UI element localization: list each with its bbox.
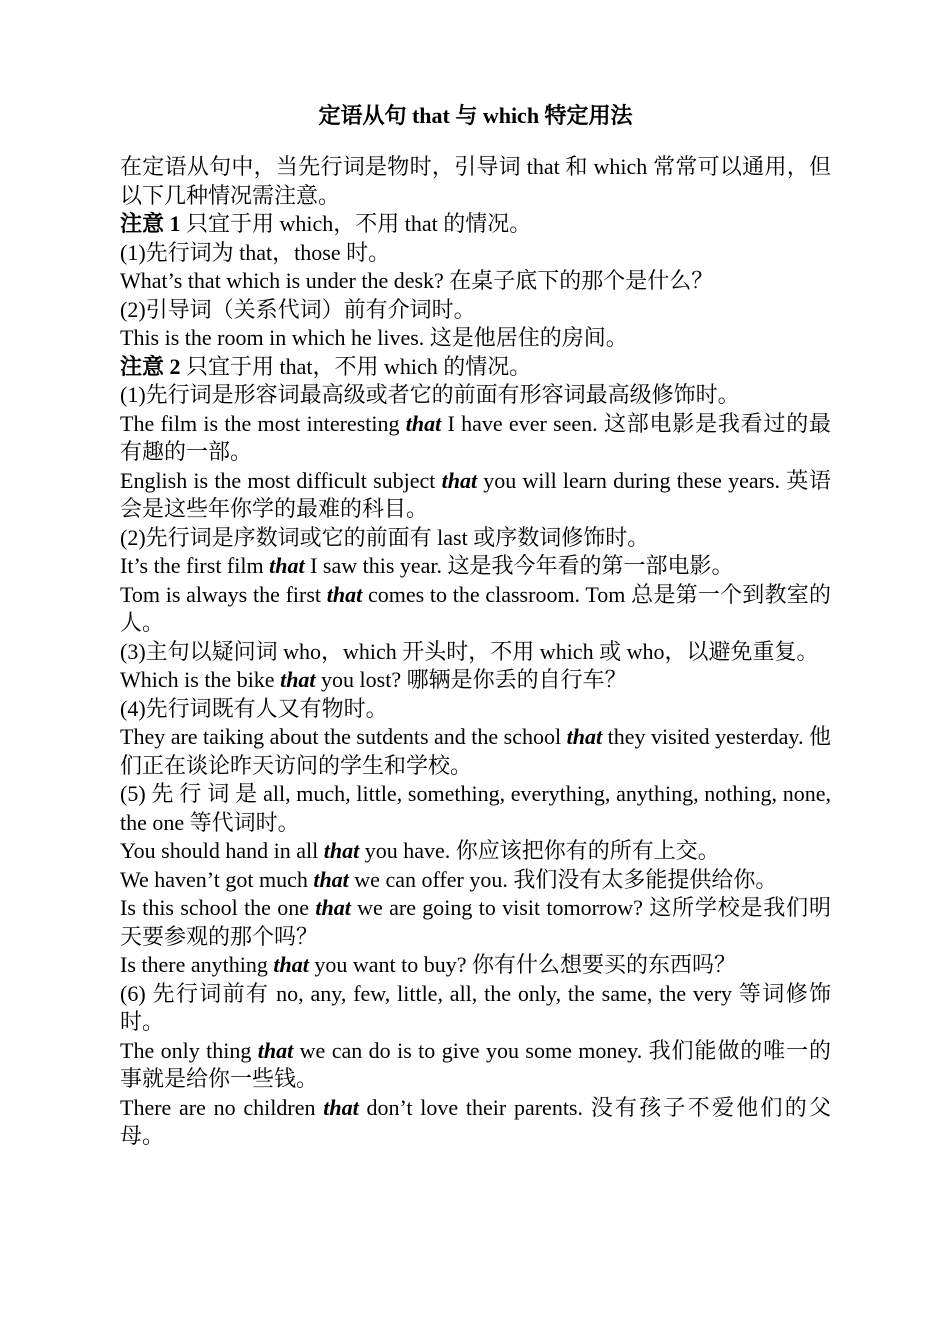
rule-heading: (1)先行词为 that，those 时。 xyxy=(120,239,391,265)
note-2-heading xyxy=(120,353,831,382)
example-sentence xyxy=(120,410,831,467)
example-sentence xyxy=(120,866,831,895)
example-text: comes to the classroom. Tom 总是第一个到教室的人。 xyxy=(120,581,831,635)
example-sentence xyxy=(120,951,831,980)
example-text: What’s that which is under the desk? 在桌子底下的那个是什么？ xyxy=(120,268,714,293)
example-text: The film is the most interesting xyxy=(120,410,406,436)
intro-paragraph: 在定语从句中，当先行词是物时，引导词 that 和 which 常常可以通用，但以下几种情况需注意。 xyxy=(120,154,831,208)
note-1-label: 注意 1 xyxy=(120,211,181,236)
rule-heading: (4)先行词既有人又有物时。 xyxy=(120,695,388,721)
example-text: Is there anything xyxy=(120,952,274,977)
relative-pronoun: that xyxy=(405,410,442,436)
example-text: you lost? 哪辆是你丢的自行车？ xyxy=(315,667,627,692)
relative-pronoun: that xyxy=(566,724,603,749)
note-1-text: 只宜于用 which，不用 that 的情况。 xyxy=(180,211,532,236)
example-text: You should hand in all xyxy=(120,838,324,863)
example-text: Tom is always the first xyxy=(120,581,327,607)
note-1-section xyxy=(120,210,831,353)
relative-pronoun: that xyxy=(323,1094,359,1120)
relative-pronoun: that xyxy=(257,1037,294,1063)
example-sentence xyxy=(120,666,831,695)
example-sentence xyxy=(120,894,831,951)
relative-pronoun: that xyxy=(326,581,363,607)
note-1-heading xyxy=(120,210,831,239)
rule-heading: (5) 先 行 词 是 all, much, little, something, everything, anything, nothing, none, the one 等代词时。 xyxy=(120,781,831,835)
example-text: don’t love their parents. 没有孩子不爱他们的父母。 xyxy=(120,1094,832,1148)
rule-heading: (2)引导词（关系代词）前有介词时。 xyxy=(120,296,476,322)
example-text: I have ever seen. 这部电影是我看过的最有趣的一部。 xyxy=(120,410,831,464)
example-sentence xyxy=(120,1094,831,1151)
example-sentence xyxy=(120,267,831,296)
note-2-label: 注意 2 xyxy=(120,353,181,379)
example-text: you have. 你应该把你有的所有上交。 xyxy=(359,838,720,863)
example-text: you will learn during these years. 英语会是这些年你学的最难的科目。 xyxy=(120,467,831,521)
example-text: The only thing xyxy=(120,1037,258,1063)
example-sentence xyxy=(120,581,831,638)
example-sentence xyxy=(120,837,831,866)
example-text: There are no children xyxy=(120,1094,324,1120)
example-text: We haven’t got much xyxy=(120,866,314,892)
example-text: we are going to visit tomorrow? 这所学校是我们明天要参观的那个吗？ xyxy=(120,895,831,949)
example-text: you want to buy? 你有什么想要买的东西吗？ xyxy=(308,952,736,977)
rule-heading: (3)主句以疑问词 who，which 开头时，不用 which 或 who，以避免重复。 xyxy=(120,638,819,664)
relative-pronoun: that xyxy=(273,952,309,977)
example-sentence xyxy=(120,467,831,524)
example-text: English is the most difficult subject xyxy=(120,467,442,493)
example-sentence xyxy=(120,1037,831,1094)
page-title: 定语从句 that 与 which 特定用法 xyxy=(318,103,633,128)
relative-pronoun: that xyxy=(441,467,478,493)
rule-heading: (1)先行词是形容词最高级或者它的前面有形容词最高级修饰时。 xyxy=(120,382,740,407)
example-text: we can do is to give you some money. 我们能做的唯一的事就是给你一些钱。 xyxy=(120,1037,831,1091)
relative-pronoun: that xyxy=(280,667,316,692)
example-text: They are taiking about the sutdents and the school xyxy=(120,724,567,749)
relative-pronoun: that xyxy=(269,553,305,578)
note-2-text: 只宜于用 that，不用 which 的情况。 xyxy=(180,353,532,379)
relative-pronoun: that xyxy=(323,838,360,863)
example-text: It’s the first film xyxy=(120,553,270,578)
rule-heading: (2)先行词是序数词或它的前面有 last 或序数词修饰时。 xyxy=(120,524,650,550)
relative-pronoun: that xyxy=(313,866,349,892)
example-text: we can offer you. 我们没有太多能提供给你。 xyxy=(348,866,778,892)
relative-pronoun: that xyxy=(315,895,351,920)
example-text: This is the room in which he lives. 这是他居住的房间。 xyxy=(120,325,628,350)
example-text: Is this school the one xyxy=(120,895,316,920)
note-2-items xyxy=(120,381,831,1151)
example-sentence xyxy=(120,723,831,780)
note-2-section xyxy=(120,353,831,1151)
example-text: I saw this year. 这是我今年看的第一部电影。 xyxy=(304,553,734,578)
document-page xyxy=(120,96,831,1151)
example-sentence xyxy=(120,324,831,353)
note-1-items xyxy=(120,239,831,353)
example-text: they visited yesterday. 他们正在谈论昨天访问的学生和学校。 xyxy=(120,724,832,778)
rule-heading: (6) 先行词前有 no, any, few, little, all, the only, the same, the very 等词修饰时。 xyxy=(120,980,831,1034)
example-text: Which is the bike xyxy=(120,667,281,692)
example-sentence xyxy=(120,552,831,581)
